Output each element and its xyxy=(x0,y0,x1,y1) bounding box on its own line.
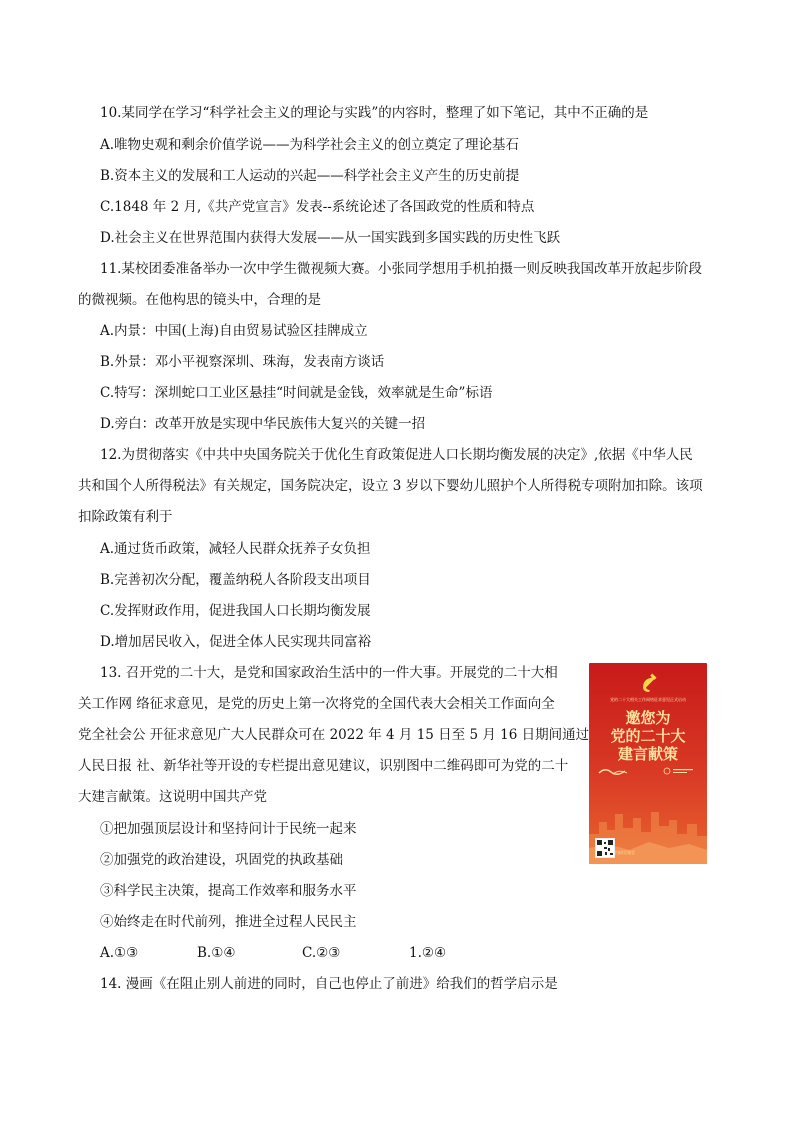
poster-slogan-line2: 党的二十大 xyxy=(610,727,686,745)
poster-slogan-line1: 邀您为 xyxy=(625,709,671,727)
q13-stem: 13. 召开党的二十大，是党和国家政治生活中的一件大事。开展党的二十大相 xyxy=(100,665,558,681)
q10-option-c: C.1848 年 2 月,《共产党宣言》发表--系统论述了各国政党的性质和特点 xyxy=(100,199,535,215)
q12-stem-cont2: 扣除政策有利于 xyxy=(78,509,173,525)
q13-choice-3: ③科学民主决策，提高工作效率和服务水平 xyxy=(100,883,357,899)
q12-stem: 12.为贯彻落实《中共中央国务院关于优化生育政策促进人口长期均衡发展的决定》,依据《中华人民 xyxy=(100,447,693,463)
q13-choice-2: ②加强党的政治建设，巩固党的执政基础 xyxy=(100,852,343,868)
q13-stem-cont1: 关工作网 络征求意见，是党的历史上第一次将党的全国代表大会相关工作面向全 xyxy=(78,696,555,712)
q14-stem: 14. 漫画《在阻止别人前进的同时，自己也停止了前进》给我们的哲学启示是 xyxy=(100,976,558,992)
q12-option-b: B.完善初次分配，覆盖纳税人各阶段支出项目 xyxy=(100,572,371,588)
qr-code-icon xyxy=(595,838,615,858)
q11-stem-cont: 的微视频。在他构思的镜头中，合理的是 xyxy=(78,292,321,308)
q10-option-a: A.唯物史观和剩余价值学说——为科学社会主义的创立奠定了理论基石 xyxy=(100,137,520,153)
q10-option-b: B.资本主义的发展和工人运动的兴起——科学社会主义产生的历史前提 xyxy=(100,168,520,184)
hammer-sickle-icon xyxy=(639,673,659,693)
q13-choice-1: ①把加强顶层设计和坚持问计于民统一起来 xyxy=(100,821,357,837)
poster-subtitle: 党的二十大相关工作网络征求意见正式启动 xyxy=(610,697,686,702)
qr-label: 扫码写建言 xyxy=(615,850,635,855)
q13-option-b: B.①④ xyxy=(197,945,236,961)
q11-option-d: D.旁白：改革开放是实现中华民族伟大复兴的关键一招 xyxy=(100,416,426,432)
q10-option-d: D.社会主义在世界范围内获得大发展——从一国实践到多国实践的历史性飞跃 xyxy=(100,230,561,246)
poster-slogan-line3: 建言献策 xyxy=(617,745,678,763)
q11-stem: 11.某校团委准备举办一次中学生微视频大赛。小张同学想用手机拍摄一则反映我国改革开放起步阶段 xyxy=(100,261,702,277)
q12-option-c: C.发挥财政作用，促进我国人口长期均衡发展 xyxy=(100,603,371,619)
q13-options xyxy=(100,943,500,963)
party-congress-poster xyxy=(589,663,707,864)
q13-stem-cont2: 党全社会公 开征求意见广大人民群众可在 2022 年 4 月 15 日至 5 月 16 日期间通过 xyxy=(78,727,590,743)
q10-stem: 10.某同学在学习“科学社会主义的理论与实践”的内容时，整理了如下笔记，其中不正确的是 xyxy=(100,105,649,121)
q13-stem-cont4: 大建言献策。这说明中国共产党 xyxy=(78,789,267,805)
q12-option-a: A.通过货币政策，减轻人民群众抚养子女负担 xyxy=(100,541,371,557)
q13-stem-cont3: 人民日报 社、新华社等开设的专栏提出意见建议，识别图中二维码即可为党的二十 xyxy=(78,758,569,774)
q11-option-b: B.外景：邓小平视察深圳、珠海，发表南方谈话 xyxy=(100,354,385,370)
poster-slogan xyxy=(589,709,707,763)
q13-option-a: A.①③ xyxy=(100,945,139,961)
q13-option-d: 1.②④ xyxy=(409,945,447,961)
q13-choice-4: ④始终走在时代前列，推进全过程人民民主 xyxy=(100,914,357,930)
q11-option-a: A.内景：中国(上海)自由贸易试验区挂牌成立 xyxy=(100,323,368,339)
q12-stem-cont1: 共和国个人所得税法》有关规定，国务院决定，设立 3 岁以下婴幼儿照护个人所得税专项附加扣除。该项 xyxy=(78,478,703,494)
media-logos-icon xyxy=(597,765,699,777)
q13-option-c: C.②③ xyxy=(302,945,341,961)
q12-option-d: D.增加居民收入，促进全体人民实现共同富裕 xyxy=(100,634,372,650)
q11-option-c: C.特写：深圳蛇口工业区悬挂“时间就是金钱，效率就是生命”标语 xyxy=(100,385,493,401)
